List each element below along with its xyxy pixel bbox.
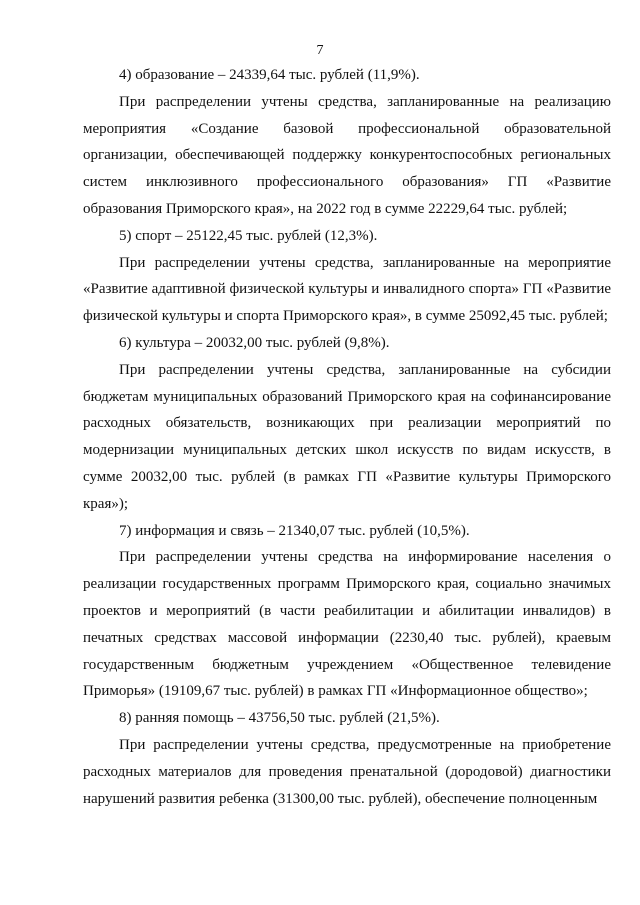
item-early-help-heading: 8) ранняя помощь – 43756,50 тыс. рублей (21,5%). — [119, 710, 440, 727]
item-sport-description: При распределении учтены средства, запланированные на мероприятие «Развитие адаптивной физической культуры и инвалидного спорта» ГП «Развитие физической культуры и спорта Приморского края», в сумме 25092,45 тыс. рублей; — [83, 254, 611, 325]
item-culture-heading: 6) культура – 20032,00 тыс. рублей (9,8%). — [119, 334, 390, 351]
item-education-description: При распределении учтены средства, запланированные на реализацию мероприятия «Создание базовой профессиональной образовательной организации, обеспечивающей поддержку конкурентоспособных региональных систем инклюзивного профессионального образования» ГП «Развитие образования Приморского края», на 2022 год в сумме 22229,64 тыс. рублей; — [83, 93, 611, 217]
item-information-heading: 7) информация и связь – 21340,07 тыс. рублей (10,5%). — [119, 522, 470, 539]
body-text — [83, 62, 611, 812]
item-culture-description: При распределении учтены средства, запланированные на субсидии бюджетам муниципальных образований Приморского края на софинансирование расходных обязательств, возникающих при реализации мероприятий по модернизации муниципальных детских школ искусств по видам искусств, в сумме 20032,00 тыс. рублей (в рамках ГП «Развитие культуры Приморского края»); — [83, 361, 611, 512]
item-education-heading: 4) образование – 24339,64 тыс. рублей (11,9%). — [119, 67, 420, 83]
page-number: 7 — [316, 43, 324, 58]
item-information-description: При распределении учтены средства на информирование населения о реализации государственных программ Приморского края, социально значимых проектов и мероприятий (в части реабилитации и абилитации инвалидов) в печатных средствах массовой информации (2230,40 тыс. рублей), краевым государственным бюджетным учреждением «Общественное телевидение Приморья» (19109,67 тыс. рублей) в рамках ГП «Информационное общество»; — [83, 549, 611, 700]
item-sport-heading: 5) спорт – 25122,45 тыс. рублей (12,3%). — [119, 227, 378, 244]
item-early-help-description: При распределении учтены средства, предусмотренные на приобретение расходных материалов для проведения пренатальной (дородовой) диагностики нарушений развития ребенка (31300,00 тыс. рублей), обеспечение полноценным — [83, 736, 611, 807]
